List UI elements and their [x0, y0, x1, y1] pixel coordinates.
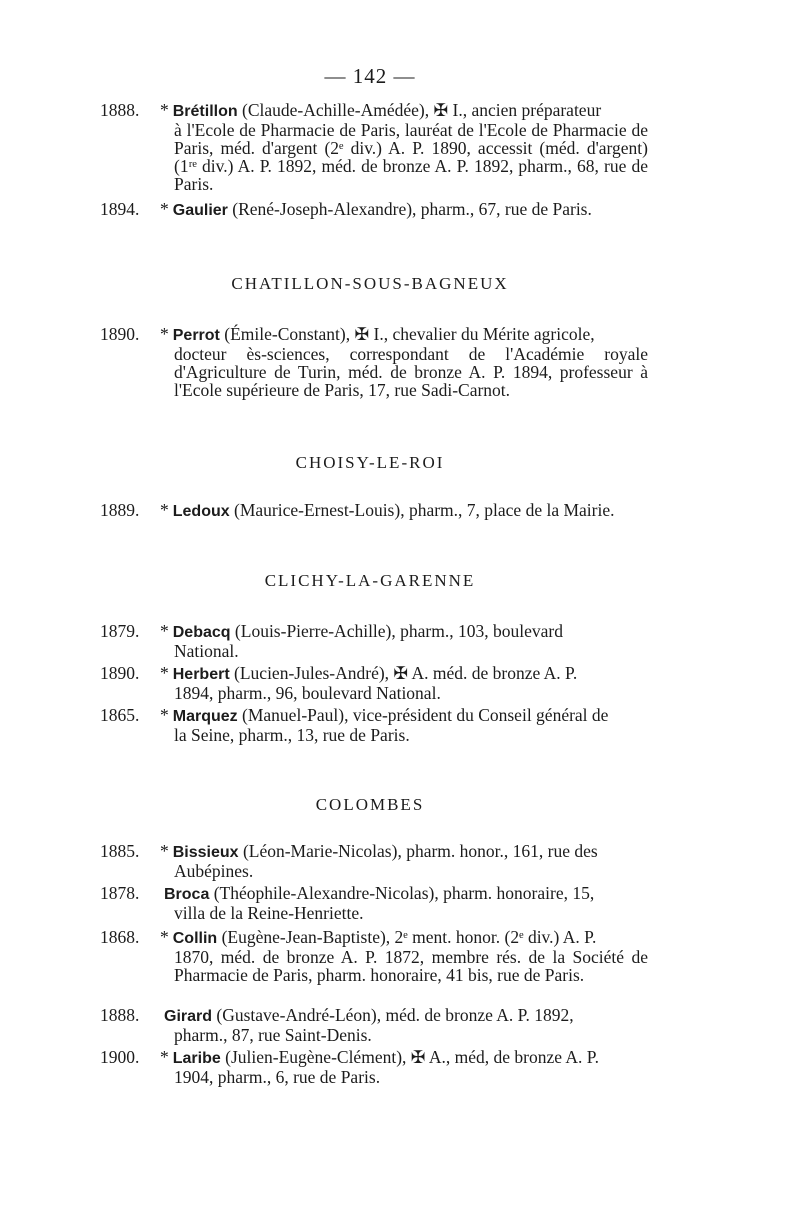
- entry-star: *: [160, 500, 169, 520]
- section-heading-choisy: [0, 453, 800, 473]
- entry-collin: [100, 928, 648, 984]
- entry-name: Debacq: [172, 624, 231, 641]
- entry-bissieux: [100, 842, 648, 880]
- entry-name: Herbert: [172, 666, 230, 683]
- section-heading: CHOISY-LE-ROI: [295, 453, 445, 472]
- entry-star: *: [160, 663, 169, 683]
- entry-star: *: [160, 100, 169, 120]
- entry-text-continued: Aubépines.: [174, 861, 254, 881]
- entry-text: (Manuel-Paul), vice-président du Conseil général de: [242, 705, 609, 725]
- entry-text-continued: la Seine, pharm., 13, rue de Paris.: [174, 725, 410, 745]
- entry-text-continued: 1904, pharm., 6, rue de Paris.: [174, 1067, 381, 1087]
- entry-text-continued: National.: [174, 641, 239, 661]
- entry-year: 1878.: [100, 883, 140, 903]
- entry-text: (Louis-Pierre-Achille), pharm., 103, boulevard: [234, 621, 563, 641]
- entry-year: 1888.: [100, 1005, 140, 1025]
- entry-year: 1890.: [100, 324, 140, 344]
- entry-text-continued: docteur ès-sciences, correspondant de l'Académie royale d'Agriculture de Turin, méd. de bronze A. P. 1894, professeur à l'Ecole supérieure de Paris, 17, rue Sadi-Carnot.: [174, 344, 648, 400]
- entry-text: (Lucien-Jules-André), ✠ A. méd. de bronze A. P.: [234, 663, 578, 683]
- entry-text: (Émile-Constant), ✠ I., chevalier du Mérite agricole,: [224, 324, 595, 344]
- entry-laribe: [100, 1048, 648, 1086]
- entry-year: 1889.: [100, 500, 140, 520]
- entry-text: (Léon-Marie-Nicolas), pharm. honor., 161, rue des: [242, 841, 598, 861]
- entry-marquez: [100, 706, 648, 744]
- entry-bretillon: [100, 101, 648, 193]
- entry-text: (Eugène-Jean-Baptiste), 2ᵉ ment. honor. (2ᵉ div.) A. P.: [221, 927, 597, 947]
- entry-girard: [100, 1006, 648, 1044]
- entry-herbert: [100, 664, 648, 702]
- entry-name: Girard: [164, 1008, 213, 1025]
- entry-text: (René-Joseph-Alexandre), pharm., 67, rue de Paris.: [232, 199, 592, 219]
- entry-year: 1879.: [100, 621, 140, 641]
- entry-name: Collin: [172, 930, 218, 947]
- entry-text: (Gustave-André-Léon), méd. de bronze A. P. 1892,: [216, 1005, 574, 1025]
- entry-year: 1890.: [100, 663, 140, 683]
- entry-text: (Théophile-Alexandre-Nicolas), pharm. honoraire, 15,: [213, 883, 595, 903]
- section-heading-colombes: [0, 795, 800, 815]
- entry-star: *: [160, 927, 169, 947]
- entry-name: Gaulier: [172, 202, 228, 219]
- entry-name: Perrot: [172, 327, 220, 344]
- entry-star: *: [160, 621, 169, 641]
- entry-star: *: [160, 324, 169, 344]
- entry-broca: [100, 884, 648, 922]
- entry-name: Laribe: [172, 1050, 221, 1067]
- entry-text: (Julien-Eugène-Clément), ✠ A., méd, de bronze A. P.: [225, 1047, 599, 1067]
- section-heading-clichy: [0, 571, 800, 591]
- page-number: — 142 —: [324, 64, 416, 88]
- entry-perrot: [100, 325, 648, 399]
- entry-year: 1868.: [100, 927, 140, 947]
- section-heading: COLOMBES: [315, 795, 425, 814]
- entry-text-continued: villa de la Reine-Henriette.: [174, 903, 364, 923]
- entry-text-continued: 1894, pharm., 96, boulevard National.: [174, 683, 441, 703]
- section-heading: CLICHY-LA-GARENNE: [264, 571, 476, 590]
- entry-name: Ledoux: [172, 503, 230, 520]
- entry-debacq: [100, 622, 648, 660]
- entry-gaulier: [100, 200, 648, 220]
- entry-text-continued: 1870, méd. de bronze A. P. 1872, membre rés. de la Société de Pharmacie de Paris, pharm. honoraire, 41 bis, rue de Paris.: [174, 947, 648, 985]
- entry-year: 1885.: [100, 841, 140, 861]
- entry-text: (Claude-Achille-Amédée), ✠ I., ancien préparateur: [242, 100, 602, 120]
- entry-star: *: [160, 841, 169, 861]
- entry-year: 1900.: [100, 1047, 140, 1067]
- entry-star: *: [160, 705, 169, 725]
- entry-year: 1894.: [100, 199, 140, 219]
- entry-name: Broca: [164, 886, 210, 903]
- entry-name: Bissieux: [172, 844, 239, 861]
- entry-star: *: [160, 199, 169, 219]
- entry-ledoux: [100, 501, 648, 521]
- entry-year: 1888.: [100, 100, 140, 120]
- section-heading-chatillon: [0, 274, 800, 294]
- section-heading: CHATILLON-SOUS-BAGNEUX: [231, 274, 509, 293]
- entry-star: *: [160, 1047, 169, 1067]
- entry-text-continued: à l'Ecole de Pharmacie de Paris, lauréat de l'Ecole de Pharmacie de Paris, méd. d'argent (2ᵉ div.) A. P. 1890, accessit (méd. d'argent) (1ʳᵉ div.) A. P. 1892, méd. de bronze A. P. 1892, pharm., 68, rue de Paris.: [174, 120, 648, 194]
- entry-text: (Maurice-Ernest-Louis), pharm., 7, place de la Mairie.: [234, 500, 615, 520]
- entry-year: 1865.: [100, 705, 140, 725]
- entry-name: Marquez: [172, 708, 238, 725]
- entry-name: Brétillon: [172, 103, 238, 120]
- entry-text-continued: pharm., 87, rue Saint-Denis.: [174, 1025, 372, 1045]
